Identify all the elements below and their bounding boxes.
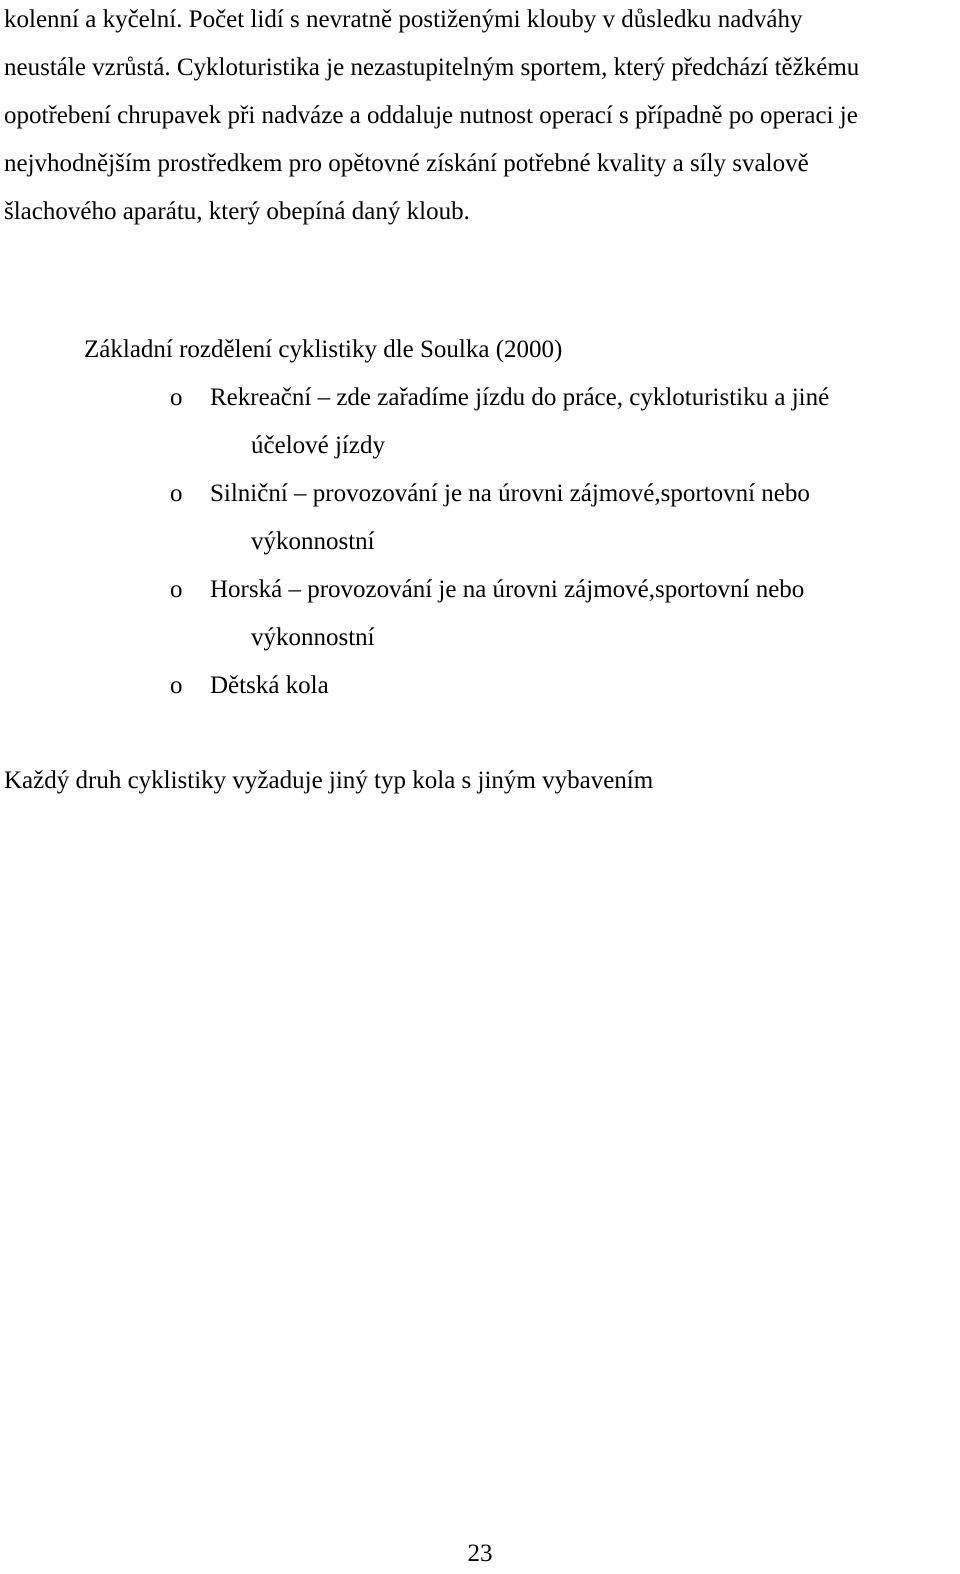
list-item-line: účelové jízdy <box>251 432 385 459</box>
paragraph-line: šlachového aparátu, který obepíná daný kloub. <box>4 198 470 225</box>
list-item-line: Rekreační – zde zařadíme jízdu do práce, cykloturistiku a jiné <box>210 384 830 411</box>
paragraph-line: opotřebení chrupavek při nadváze a oddaluje nutnost operací s případně po operaci je <box>4 102 858 129</box>
paragraph-line: neustále vzrůstá. Cykloturistika je nezastupitelným sportem, který předchází těžkému <box>4 54 860 81</box>
list-item-text <box>210 662 910 710</box>
list-item-line: Silniční – provozování je na úrovni zájmové,sportovní nebo <box>210 480 810 507</box>
list-item-text <box>210 566 910 662</box>
page-number: 23 <box>467 1540 493 1567</box>
bullet-marker: o <box>170 384 183 411</box>
list-item-line: Horská – provozování je na úrovni zájmové,sportovní nebo <box>210 576 805 603</box>
list-item-text <box>210 374 910 470</box>
paragraph-line: nejvhodnějším prostředkem pro opětovné získání potřebné kvality a síly svalově <box>4 150 809 177</box>
list-item-line: výkonnostní <box>251 624 375 651</box>
bullet-marker: o <box>170 576 183 603</box>
intro-paragraph <box>4 0 956 236</box>
list-item-text <box>210 470 910 566</box>
paragraph-line: kolenní a kyčelní. Počet lidí s nevratně postiženými klouby v důsledku nadváhy <box>4 6 803 33</box>
list-item-line: výkonnostní <box>251 528 375 555</box>
closing-sentence: Každý druh cyklistiky vyžaduje jiný typ kola s jiným vybavením <box>4 767 654 794</box>
list-item-line: Dětská kola <box>210 672 329 699</box>
bullet-marker: o <box>170 672 183 699</box>
section-heading: Základní rozdělení cyklistiky dle Soulka (2000) <box>84 336 563 363</box>
bullet-marker: o <box>170 480 183 507</box>
